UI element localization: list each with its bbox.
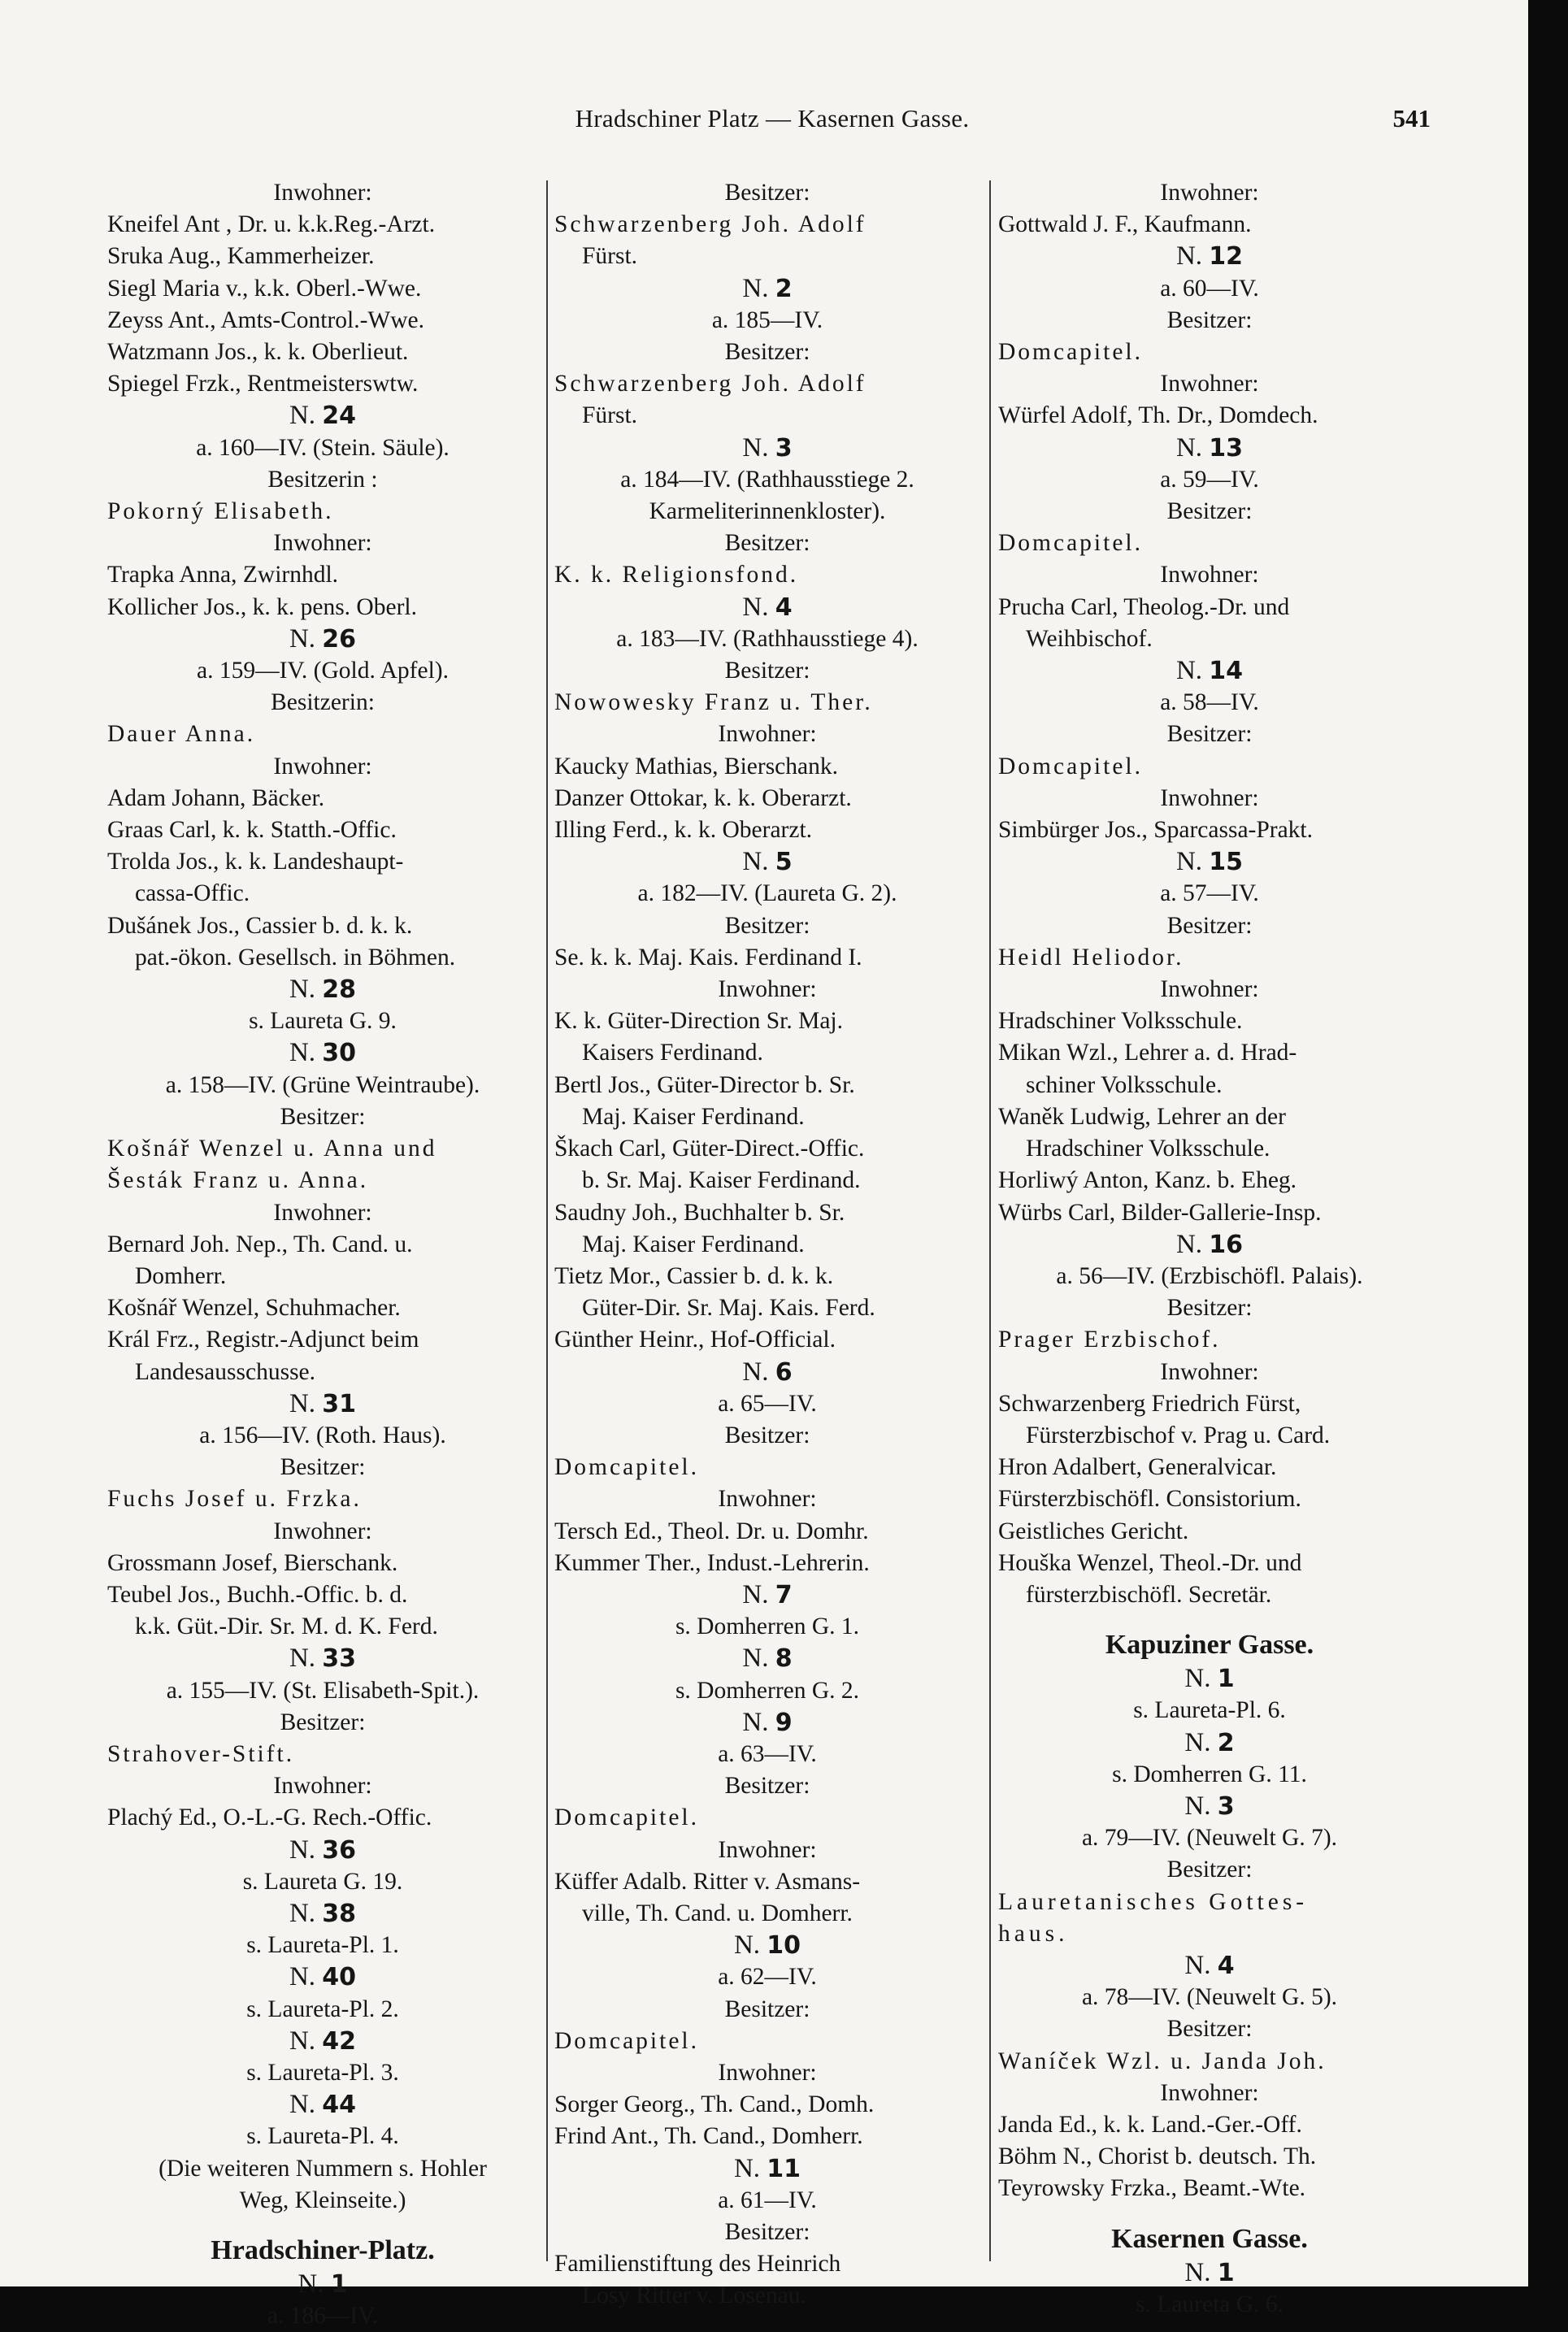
- directory-line: Houška Wenzel, Theol.-Dr. und: [998, 1549, 1302, 1576]
- directory-line: Grossmann Josef, Bierschank.: [107, 1549, 398, 1576]
- directory-line: Besitzer:: [724, 530, 810, 557]
- directory-line: Mikan Wzl., Lehrer a. d. Hrad-: [998, 1040, 1297, 1066]
- directory-line: pat.-ökon. Gesellsch. in Böhmen.: [135, 944, 456, 971]
- directory-line: a. 183—IV. (Rathhausstiege 4).: [616, 625, 919, 652]
- directory-line: Frind Ant., Th. Cand., Domherr.: [554, 2123, 863, 2150]
- directory-line: a. 158—IV. (Grüne Weintraube).: [165, 1071, 480, 1098]
- house-number: [554, 432, 980, 464]
- directory-line: Karmeliterinnenkloster).: [649, 498, 886, 525]
- house-number-value: 4: [775, 593, 793, 622]
- house-number-prefix: N.: [1175, 656, 1210, 686]
- house-number: [107, 974, 538, 1005]
- directory-line: Fuchs Josef u. Frzka.: [107, 1486, 362, 1513]
- house-number-prefix: N.: [289, 1835, 323, 1865]
- house-number: [107, 2089, 538, 2121]
- house-number-value: 33: [322, 1644, 357, 1674]
- house-number: [554, 1643, 980, 1674]
- directory-line: Gottwald J. F., Kaufmann.: [998, 211, 1252, 238]
- directory-line: Inwohner:: [273, 1773, 372, 1800]
- house-number-prefix: N.: [742, 847, 775, 877]
- column-divider-right: [989, 180, 991, 2261]
- directory-line: a. 160—IV. (Stein. Säule).: [196, 434, 450, 461]
- directory-line: k.k. Güt.-Dir. Sr. M. d. K. Ferd.: [135, 1613, 438, 1640]
- directory-line: s. Domherren G. 2.: [675, 1677, 860, 1704]
- house-number-value: 31: [322, 1389, 357, 1418]
- directory-line: s. Laureta G. 19.: [242, 1868, 403, 1895]
- directory-line: Král Frz., Registr.-Adjunct beim: [107, 1327, 419, 1353]
- directory-line: Besitzer:: [280, 1454, 366, 1481]
- directory-line: Besitzerin :: [267, 466, 378, 493]
- directory-line: a. 57—IV.: [1160, 880, 1259, 907]
- directory-line: Prucha Carl, Theolog.-Dr. und: [998, 593, 1290, 620]
- house-number-prefix: N.: [1184, 1950, 1218, 1980]
- directory-line: Inwohner:: [1160, 562, 1259, 588]
- street-heading: Kapuziner Gasse.: [1105, 1630, 1314, 1661]
- directory-line: a. 56—IV. (Erzbischöfl. Palais).: [1056, 1262, 1363, 1289]
- directory-line: Bernard Joh. Nep., Th. Cand. u.: [107, 1231, 413, 1257]
- directory-line: K. k. Güter-Direction Sr. Maj.: [554, 1008, 843, 1035]
- directory-line: Besitzer:: [1166, 306, 1253, 333]
- house-number-prefix: N.: [298, 2269, 331, 2299]
- directory-line: Würbs Carl, Bilder-Gallerie-Insp.: [998, 1199, 1322, 1226]
- directory-line: Besitzer:: [1166, 2016, 1253, 2043]
- house-number-value: 5: [775, 848, 793, 877]
- house-number-prefix: N.: [1175, 847, 1210, 877]
- house-number-value: 4: [1217, 1951, 1235, 1980]
- directory-line: a. 63—IV.: [718, 1740, 817, 1767]
- house-number: [998, 1950, 1421, 1982]
- directory-line: Adam Johann, Bäcker.: [107, 784, 325, 811]
- directory-line: Tietz Mor., Cassier b. d. k. k.: [554, 1262, 834, 1289]
- directory-line: s. Domherren G. 11.: [1112, 1761, 1307, 1787]
- directory-line: Danzer Ottokar, k. k. Oberarzt.: [554, 784, 852, 811]
- house-number: [998, 846, 1421, 878]
- directory-line: s. Laureta-Pl. 1.: [246, 1932, 399, 1959]
- directory-line: Fürsterzbischöfl. Consistorium.: [998, 1486, 1301, 1513]
- column-3: [998, 177, 1421, 2321]
- directory-line: Trolda Jos., k. k. Landeshaupt-: [107, 849, 404, 875]
- directory-line: Domcapitel.: [554, 1454, 699, 1481]
- house-number-prefix: N.: [1184, 1791, 1218, 1821]
- house-number-value: 28: [322, 975, 357, 1005]
- directory-line: a. 60—IV.: [1160, 275, 1259, 302]
- directory-line: Besitzer:: [724, 1773, 810, 1800]
- directory-line: Weihbischof.: [1026, 625, 1153, 652]
- directory-line: Sorger Georg., Th. Cand., Domh.: [554, 2091, 875, 2118]
- directory-line: Janda Ed., k. k. Land.-Ger.-Off.: [998, 2111, 1302, 2138]
- directory-line: Kollicher Jos., k. k. pens. Oberl.: [107, 593, 417, 620]
- house-number: [998, 1791, 1421, 1822]
- house-number: [107, 2269, 538, 2300]
- directory-line: fürsterzbischöfl. Secretär.: [1026, 1581, 1272, 1608]
- directory-line: Dušánek Jos., Cassier b. d. k. k.: [107, 912, 413, 939]
- directory-line: Besitzer:: [1166, 912, 1253, 939]
- directory-line: Besitzer:: [724, 1422, 810, 1448]
- directory-line: s. Laureta G. 9.: [249, 1008, 397, 1035]
- directory-line: Trapka Anna, Zwirnhdl.: [107, 562, 339, 588]
- directory-line: a. 186—IV.: [267, 2303, 379, 2330]
- directory-line: b. Sr. Maj. Kaiser Ferdinand.: [582, 1167, 861, 1194]
- directory-line: ville, Th. Cand. u. Domherr.: [582, 1900, 853, 1926]
- house-number: [554, 2153, 980, 2185]
- directory-line: haus.: [998, 1920, 1069, 1947]
- directory-line: Besitzer:: [1166, 498, 1253, 525]
- directory-line: Schwarzenberg Friedrich Fürst,: [998, 1390, 1301, 1417]
- directory-line: Domherr.: [135, 1262, 227, 1289]
- directory-line: Kneifel Ant , Dr. u. k.k.Reg.-Arzt.: [107, 211, 436, 238]
- house-number: [554, 273, 980, 305]
- directory-line: Familienstiftung des Heinrich: [554, 2251, 841, 2278]
- house-number: [107, 1037, 538, 1069]
- house-number: [107, 1835, 538, 1866]
- house-number-prefix: N.: [289, 1038, 323, 1068]
- directory-line: Košnář Wenzel, Schuhmacher.: [107, 1295, 401, 1322]
- directory-line: Geistliches Gericht.: [998, 1518, 1189, 1544]
- directory-line: Tersch Ed., Theol. Dr. u. Domhr.: [554, 1518, 869, 1544]
- directory-line: Besitzer:: [724, 1995, 810, 2022]
- directory-line: Inwohner:: [1160, 976, 1259, 1003]
- directory-line: s. Laureta-Pl. 2.: [246, 1995, 399, 2022]
- directory-line: Inwohner:: [1160, 784, 1259, 811]
- house-number: [998, 1663, 1421, 1695]
- directory-line: s. Domherren G. 1.: [675, 1613, 860, 1640]
- house-number-value: 13: [1209, 433, 1244, 462]
- directory-line: Se. k. k. Maj. Kais. Ferdinand I.: [554, 944, 862, 971]
- house-number-value: 30: [322, 1039, 357, 1068]
- directory-line: a. 184—IV. (Rathhausstiege 2.: [620, 466, 914, 493]
- house-number-value: 9: [775, 1708, 793, 1737]
- directory-line: Horliwý Anton, Kanz. b. Eheg.: [998, 1167, 1297, 1194]
- directory-line: Besitzer:: [1166, 1856, 1253, 1883]
- directory-line: cassa-Offic.: [135, 880, 250, 907]
- directory-line: Inwohner:: [1160, 180, 1259, 206]
- directory-line: Košnář Wenzel u. Anna und: [107, 1136, 437, 1162]
- house-number-prefix: N.: [1184, 1727, 1218, 1757]
- directory-line: Illing Ferd., k. k. Oberarzt.: [554, 817, 813, 844]
- directory-line: Teubel Jos., Buchh.-Offic. b. d.: [107, 1581, 408, 1608]
- house-number-prefix: N.: [742, 1644, 775, 1674]
- page-number: 541: [1392, 104, 1431, 132]
- house-number: [554, 1930, 980, 1961]
- directory-line: a. 61—IV.: [718, 2187, 817, 2213]
- directory-line: Teyrowsky Frzka., Beamt.-Wte.: [998, 2175, 1306, 2202]
- street-heading: Kasernen Gasse.: [1111, 2223, 1308, 2254]
- directory-line: Besitzer:: [280, 1103, 366, 1130]
- directory-line: Domcapitel.: [998, 339, 1143, 366]
- directory-line: a. 156—IV. (Roth. Haus).: [199, 1422, 446, 1448]
- directory-line: Losy Ritter v. Losenau.: [582, 2282, 806, 2309]
- directory-line: Lauretanisches Gottes-: [998, 1888, 1309, 1915]
- section-gap: [998, 1611, 1421, 1627]
- directory-line: s. Laureta-Pl. 6.: [1133, 1697, 1286, 1724]
- column-2: [554, 177, 980, 2312]
- section-gap: [107, 2217, 538, 2233]
- directory-line: Besitzer:: [724, 912, 810, 939]
- directory-line: Waníček Wzl. u. Janda Joh.: [998, 2048, 1327, 2074]
- house-number-prefix: N.: [733, 2153, 767, 2183]
- house-number-value: 8: [775, 1644, 793, 1674]
- house-number-value: 1: [1217, 2258, 1235, 2287]
- house-number-prefix: N.: [742, 432, 775, 462]
- directory-line: Inwohner:: [1160, 1358, 1259, 1385]
- house-number-prefix: N.: [289, 1644, 323, 1674]
- directory-line: Domcapitel.: [998, 753, 1143, 780]
- house-number: [107, 1961, 538, 1993]
- house-number-prefix: N.: [289, 2090, 323, 2120]
- house-number-prefix: N.: [289, 975, 323, 1005]
- house-number-value: 24: [322, 402, 357, 431]
- house-number-prefix: N.: [1184, 2257, 1218, 2287]
- house-number: [107, 1643, 538, 1674]
- directory-line: Inwohner:: [718, 1836, 817, 1863]
- house-number-prefix: N.: [289, 1962, 323, 1992]
- directory-line: Maj. Kaiser Ferdinand.: [582, 1231, 805, 1257]
- directory-line: Strahover-Stift.: [107, 1740, 295, 1767]
- directory-line: Inwohner:: [273, 1518, 372, 1544]
- house-number-value: 26: [322, 624, 357, 654]
- directory-line: Weg, Kleinseite.): [239, 2187, 406, 2213]
- directory-line: Pokorný Elisabeth.: [107, 498, 334, 525]
- house-number-prefix: N.: [742, 1707, 775, 1737]
- directory-line: s. Laureta-Pl. 3.: [246, 2059, 399, 2086]
- directory-line: Graas Carl, k. k. Statth.-Offic.: [107, 817, 397, 844]
- directory-line: Inwohner:: [1160, 2079, 1259, 2106]
- house-number: [998, 1727, 1421, 1759]
- house-number-prefix: N.: [1175, 432, 1210, 462]
- house-number-value: 36: [322, 1835, 357, 1865]
- directory-line: Besitzer:: [724, 339, 810, 366]
- directory-line: Kaucky Mathias, Bierschank.: [554, 753, 838, 780]
- directory-line: Siegl Maria v., k.k. Oberl.-Wwe.: [107, 275, 422, 302]
- house-number-value: 10: [767, 1931, 801, 1961]
- house-number-value: 2: [1217, 1728, 1235, 1757]
- directory-line: Plachý Ed., O.-L.-G. Rech.-Offic.: [107, 1804, 432, 1831]
- directory-line: a. 78—IV. (Neuwelt G. 5).: [1081, 1984, 1338, 2011]
- directory-line: a. 185—IV.: [711, 306, 823, 333]
- house-number: [107, 1388, 538, 1420]
- house-number: [554, 1579, 980, 1611]
- directory-line: a. 62—IV.: [718, 1964, 817, 1991]
- house-number: [554, 1357, 980, 1388]
- directory-line: K. k. Religionsfond.: [554, 562, 799, 588]
- house-number-value: 40: [322, 1963, 357, 1992]
- directory-line: Inwohner:: [1160, 371, 1259, 397]
- directory-line: Hradschiner Volksschule.: [998, 1008, 1243, 1035]
- directory-line: Inwohner:: [718, 2059, 817, 2086]
- house-number: [998, 655, 1421, 687]
- house-number-prefix: N.: [1184, 1664, 1218, 1694]
- directory-line: Inwohner:: [273, 180, 372, 206]
- house-number: [107, 623, 538, 655]
- house-number: [554, 592, 980, 623]
- directory-line: Maj. Kaiser Ferdinand.: [582, 1103, 805, 1130]
- directory-line: Besitzerin:: [271, 689, 375, 716]
- directory-line: Watzmann Jos., k. k. Oberlieut.: [107, 339, 409, 366]
- directory-line: s. Laureta-Pl. 4.: [246, 2123, 399, 2150]
- house-number-value: 14: [1209, 657, 1244, 686]
- directory-line: Domcapitel.: [998, 530, 1143, 557]
- directory-line: Inwohner:: [718, 1486, 817, 1513]
- directory-line: Sruka Aug., Kammerheizer.: [107, 243, 375, 270]
- directory-line: Dauer Anna.: [107, 721, 256, 748]
- house-number-value: 1: [330, 2270, 348, 2299]
- house-number: [107, 1898, 538, 1930]
- directory-line: Waněk Ludwig, Lehrer an der: [998, 1103, 1286, 1130]
- house-number-value: 3: [1217, 1791, 1235, 1821]
- house-number-prefix: N.: [733, 1930, 767, 1961]
- directory-line: a. 59—IV.: [1160, 466, 1259, 493]
- section-gap: [998, 2205, 1421, 2221]
- house-number-prefix: N.: [742, 273, 775, 303]
- directory-line: Küffer Adalb. Ritter v. Asmans-: [554, 1868, 861, 1895]
- directory-line: Inwohner:: [718, 976, 817, 1003]
- directory-line: Inwohner:: [273, 1199, 372, 1226]
- column-divider-left: [546, 180, 548, 2261]
- house-number-value: 15: [1209, 848, 1244, 877]
- directory-line: Nowowesky Franz u. Ther.: [554, 689, 873, 716]
- directory-line: Besitzer:: [724, 658, 810, 684]
- directory-line: s. Laureta G. 6.: [1136, 2291, 1284, 2317]
- directory-line: Bertl Jos., Güter-Director b. Sr.: [554, 1071, 855, 1098]
- directory-line: Besitzer:: [724, 2219, 810, 2245]
- directory-line: Besitzer:: [724, 180, 810, 206]
- house-number: [554, 846, 980, 878]
- house-number-value: 16: [1209, 1230, 1244, 1259]
- directory-line: Güter-Dir. Sr. Maj. Kais. Ferd.: [582, 1295, 875, 1322]
- directory-line: Besitzer:: [1166, 721, 1253, 748]
- directory-line: Würfel Adolf, Th. Dr., Domdech.: [998, 402, 1318, 429]
- directory-line: Fürst.: [582, 402, 638, 429]
- directory-line: Domcapitel.: [554, 2027, 699, 2054]
- house-number: [998, 1229, 1421, 1261]
- directory-line: schiner Volksschule.: [1026, 1071, 1223, 1098]
- house-number: [107, 2026, 538, 2057]
- directory-line: a. 58—IV.: [1160, 689, 1259, 716]
- directory-line: Schwarzenberg Joh. Adolf: [554, 211, 867, 238]
- directory-line: Prager Erzbischof.: [998, 1327, 1221, 1353]
- house-number-value: 42: [322, 2026, 357, 2056]
- directory-line: Fürst.: [582, 243, 638, 270]
- directory-line: Besitzer:: [280, 1709, 366, 1735]
- house-number: [554, 1707, 980, 1739]
- house-number-value: 2: [775, 274, 793, 303]
- directory-line: Inwohner:: [273, 753, 372, 780]
- page-title: Hradschiner Platz — Kasernen Gasse.: [575, 104, 970, 132]
- directory-line: a. 182—IV. (Laureta G. 2).: [637, 880, 897, 907]
- house-number: [998, 2257, 1421, 2289]
- directory-line: a. 79—IV. (Neuwelt G. 7).: [1081, 1825, 1338, 1852]
- house-number-value: 7: [775, 1580, 793, 1609]
- house-number-prefix: N.: [289, 401, 323, 431]
- directory-line: Domcapitel.: [554, 1804, 699, 1831]
- house-number-prefix: N.: [1175, 1229, 1210, 1259]
- directory-line: a. 65—IV.: [718, 1390, 817, 1417]
- house-number-value: 12: [1209, 242, 1244, 271]
- house-number-prefix: N.: [289, 623, 323, 654]
- house-number-value: 1: [1217, 1665, 1235, 1694]
- house-number: [998, 241, 1421, 272]
- directory-line: Saudny Joh., Buchhalter b. Sr.: [554, 1199, 845, 1226]
- house-number-prefix: N.: [289, 1898, 323, 1928]
- directory-line: Šesták Franz u. Anna.: [107, 1167, 369, 1194]
- house-number-prefix: N.: [1175, 241, 1210, 271]
- directory-line: Kaisers Ferdinand.: [582, 1040, 763, 1066]
- directory-line: Besitzer:: [1166, 1295, 1253, 1322]
- house-number-value: 44: [322, 2091, 357, 2120]
- house-number-prefix: N.: [742, 1579, 775, 1609]
- column-1: [107, 177, 538, 2332]
- house-number-value: 3: [775, 433, 793, 462]
- directory-line: Fürsterzbischof v. Prag u. Card.: [1026, 1422, 1331, 1448]
- house-number-value: 6: [775, 1357, 793, 1387]
- directory-line: Simbürger Jos., Sparcassa-Prakt.: [998, 817, 1314, 844]
- house-number-prefix: N.: [289, 2026, 323, 2056]
- directory-line: Hron Adalbert, Generalvicar.: [998, 1454, 1277, 1481]
- house-number: [107, 400, 538, 432]
- directory-line: Schwarzenberg Joh. Adolf: [554, 371, 867, 397]
- directory-line: Landesausschusse.: [135, 1358, 316, 1385]
- running-header: [114, 104, 1431, 146]
- directory-line: Hradschiner Volksschule.: [1026, 1136, 1270, 1162]
- directory-line: Heidl Heliodor.: [998, 944, 1184, 971]
- street-heading: Hradschiner-Platz.: [211, 2235, 435, 2265]
- house-number-value: 38: [322, 1899, 357, 1928]
- directory-line: Zeyss Ant., Amts-Control.-Wwe.: [107, 306, 425, 333]
- directory-line: Spiegel Frzk., Rentmeisterswtw.: [107, 371, 419, 397]
- directory-line: Inwohner:: [718, 721, 817, 748]
- house-number-value: 11: [767, 2154, 801, 2183]
- directory-line: Günther Heinr., Hof-Official.: [554, 1327, 836, 1353]
- house-number-prefix: N.: [742, 592, 775, 622]
- directory-line: Inwohner:: [273, 530, 372, 557]
- house-number-prefix: N.: [742, 1357, 775, 1387]
- directory-line: a. 159—IV. (Gold. Apfel).: [197, 658, 449, 684]
- directory-line: Škach Carl, Güter-Direct.-Offic.: [554, 1136, 865, 1162]
- house-number-prefix: N.: [289, 1388, 323, 1418]
- directory-line: (Die weiteren Nummern s. Hohler: [159, 2155, 487, 2182]
- house-number: [998, 432, 1421, 464]
- directory-line: Kummer Ther., Indust.-Lehrerin.: [554, 1549, 870, 1576]
- directory-line: Böhm N., Chorist b. deutsch. Th.: [998, 2143, 1317, 2170]
- directory-line: a. 155—IV. (St. Elisabeth-Spit.).: [166, 1677, 480, 1704]
